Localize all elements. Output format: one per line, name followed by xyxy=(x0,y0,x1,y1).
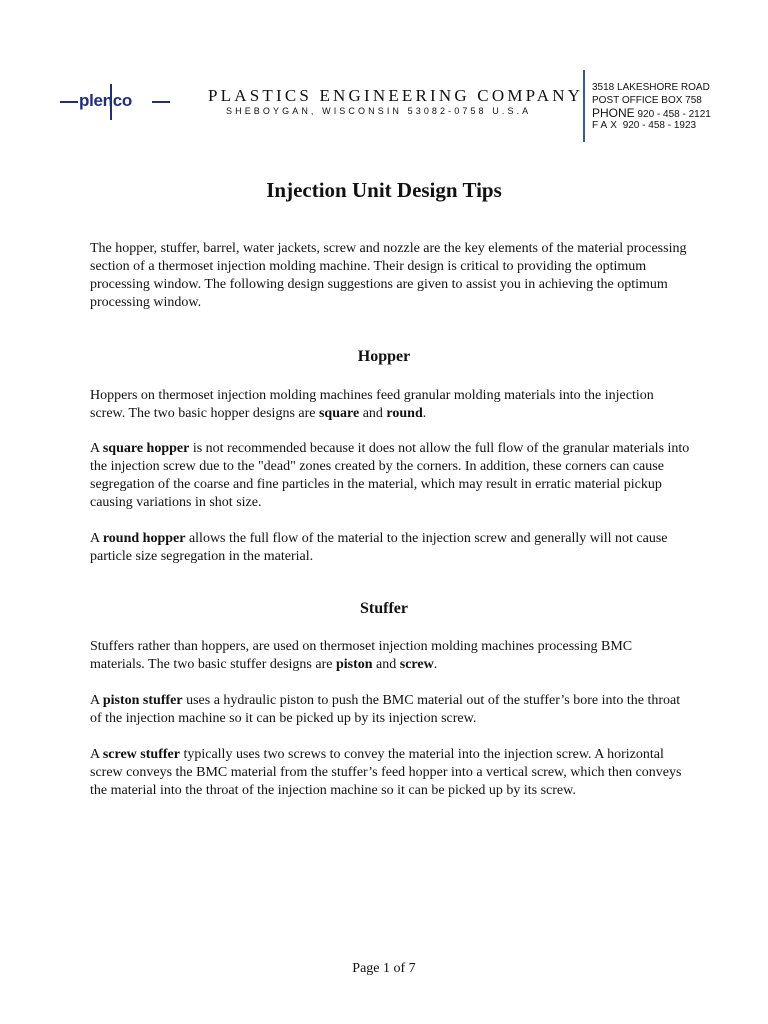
bold-term-piston: piston xyxy=(335,657,373,672)
stuffer-paragraph-3: A screw stuffer typically uses two screws to convey the material into the injection screw. A horizontal screw conveys the BMC material from the stuffer’s feed hopper into a vertical screw, which then conveys the material into the throat of the injection machine so it can be picked up by its screw. xyxy=(90,747,682,798)
address-po-box: POST OFFICE BOX 758 xyxy=(592,95,702,106)
phone-line xyxy=(592,106,711,120)
bold-term-round: round xyxy=(386,406,423,421)
plenco-logo xyxy=(60,84,170,124)
phone-label: PHONE xyxy=(592,106,635,120)
intro-paragraph: The hopper, stuffer, barrel, water jackets, screw and nozzle are the key elements of the material processing section of a thermoset injection molding machine. Their design is critical to providing the optimum processing window. The following design suggestions are given to assist you in achieving the optimum processing window. xyxy=(90,241,687,310)
bold-term-square-hopper: square hopper xyxy=(102,441,190,456)
bold-term-screw-stuffer: screw stuffer xyxy=(102,747,180,762)
logo-text: plenco xyxy=(79,91,132,110)
logo-line-right xyxy=(152,101,170,103)
letterhead xyxy=(0,0,768,150)
stuffer-paragraph-2: A piston stuffer uses a hydraulic piston to push the BMC material out of the stuffer’s bore into the throat of the injection machine so it can be picked up by its injection screw. xyxy=(90,693,681,726)
bold-term-square: square xyxy=(318,406,360,421)
address-street: 3518 LAKESHORE ROAD xyxy=(592,82,710,93)
document-title: Injection Unit Design Tips xyxy=(266,178,502,202)
hopper-paragraph-3: A round hopper allows the full flow of the material to the injection screw and generally will not cause particle size segregation in the material. xyxy=(90,531,668,564)
company-city-line: SHEBOYGAN, WISCONSIN 53082-0758 U.S.A xyxy=(226,106,532,116)
fax-line xyxy=(592,120,696,131)
fax-number: 920 - 458 - 1923 xyxy=(622,120,697,131)
bold-term-screw: screw xyxy=(399,657,434,672)
phone-number: 920 - 458 - 2121 xyxy=(637,109,711,120)
bold-term-piston-stuffer: piston stuffer xyxy=(102,693,183,708)
bold-term-round-hopper: round hopper xyxy=(102,531,186,546)
stuffer-heading: Stuffer xyxy=(360,600,408,617)
hopper-heading: Hopper xyxy=(357,348,411,365)
letterhead-divider xyxy=(583,70,585,142)
hopper-paragraph-1: Hoppers on thermoset injection molding machines feed granular molding materials into the injection screw. The two basic hopper designs are square and round. xyxy=(90,388,654,421)
fax-label: FAX xyxy=(592,120,620,131)
hopper-paragraph-2: A square hopper is not recommended because it does not allow the full flow of the granular materials into the injection screw due to the "dead" zones created by the corners. In addition, these corners can cause segregation of the coarse and fine particles in the material, which may result in erratic material pickup causing variations in shot size. xyxy=(90,441,690,510)
stuffer-paragraph-1: Stuffers rather than hoppers, are used on thermoset injection molding machines processing BMC materials. The two basic stuffer designs are piston and screw. xyxy=(90,639,633,672)
company-name: PLASTICS ENGINEERING COMPANY xyxy=(208,86,584,105)
page-number: Page 1 of 7 xyxy=(352,961,416,976)
logo-line-left xyxy=(60,101,78,103)
